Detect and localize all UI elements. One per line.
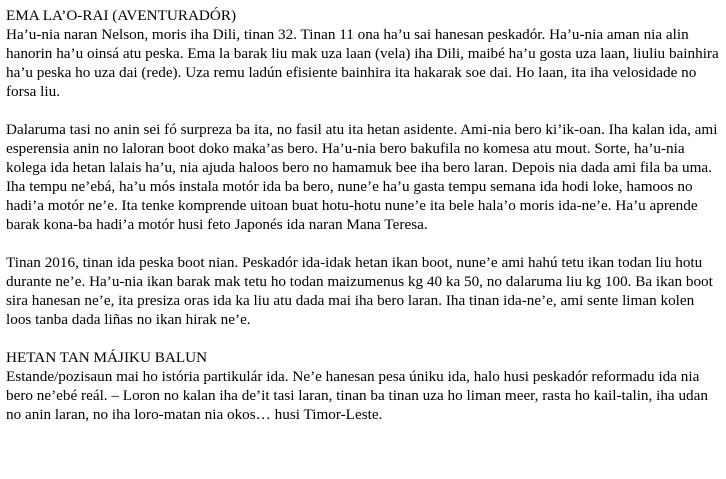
section-heading-magic: HETAN TAN MÁJIKU BALUN xyxy=(6,349,208,366)
paragraph-big-fishing-year: Tinan 2016, tinan ida peska boot nian. Peskadór ida-idak hetan ikan boot, nune’e ami hahú tetu ikan todan liu hotu durante ne’e. Ha’u-nia ikan barak mak tetu ho todan maizumenus kg 40 ka 50, no dalaruma liu kg 100. Ba ikan boot sira hanesan ne’e, ita presiza oras ida ka liu atu dada mai iha bero laran. Iha tinan ida-ne’e, ami sente liman kolen loos tanba dada liñas no ikan hirak ne’e. xyxy=(6,254,713,328)
section-adventurer xyxy=(6,6,720,329)
paragraph-stand-story: Estande/pozisaun mai ho istória partikulár ida. Ne’e hanesan pesa úniku ida, halo husi peskadór reformadu ida nia bero ne’ebé reál. – Loron no kalan iha de’it tasi laran, tinan ba tinan uza ho liman meer, rasta ho kail-talin, iha udan no anin laran, no iha loro-matan nia okos… husi Timor-Leste. xyxy=(6,368,708,423)
document-body xyxy=(6,6,720,424)
paragraph-intro: Ha’u-nia naran Nelson, moris iha Dili, tinan 32. Tinan 11 ona ha’u sai hanesan peskadór. Ha’u-nia aman nia alin hanorin ha’u oinsá atu peska. Ema la barak liu mak uza laan (vela) iha Dili, maibé ha’u gosta uza laan, liuliu bainhira ha’u peska ho uza dai (rede). Uza remu ladún efisiente bainhira ita hakarak soe dai. Ho laan, ita iha velosidade no forsa liu. xyxy=(6,26,719,100)
section-heading-adventurer: EMA LA’O-RAI (AVENTURADÓR) xyxy=(6,7,237,24)
section-magic xyxy=(6,348,720,424)
paragraph-accident: Dalaruma tasi no anin sei fó surpreza ba ita, no fasil atu ita hetan asidente. Ami-nia bero ki’ik-oan. Iha kalan ida, ami esperensia anin no laloran boot doko maka’as bero. Ha’u-nia bero bakufila no komesa atu mout. Sorte, ha’u-nia kolega ida hetan lalais ha’u, nia ajuda haloos bero no hamamuk bee iha bero laran. Depois nia dada ami fila ba uma. Iha tempu ne’ebá, ha’u mós instala motór ida ba bero, nune’e ha’u gasta tempu semana ida hodi loke, hamoos no hadi’a motór ne’e. Ita tenke komprende uitoan buat hotu-hotu nune’e ita bele hala’o moris ida-ne’e. Ha’u aprende barak kona-ba hadi’a motór husi feto Japonés ida naran Mana Teresa. xyxy=(6,121,718,233)
